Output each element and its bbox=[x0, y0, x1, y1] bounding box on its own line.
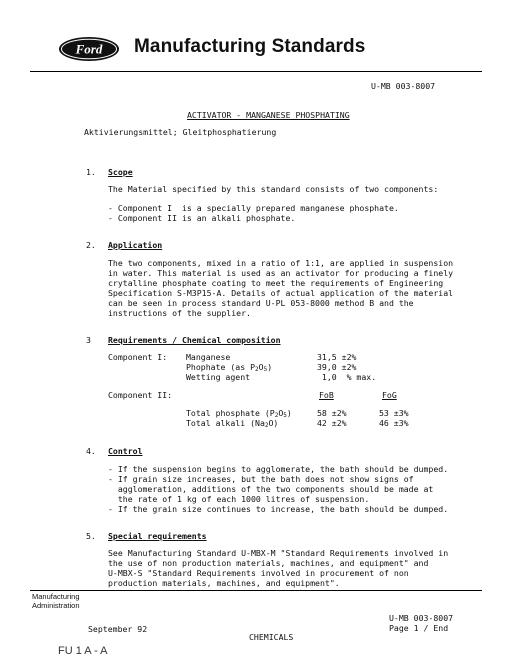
footer-category: CHEMICALS bbox=[249, 632, 294, 642]
footer-department: Manufacturing Administration bbox=[32, 592, 80, 610]
section-2-heading: Application bbox=[108, 240, 163, 250]
column-header-fog: FoG bbox=[382, 390, 397, 400]
doc-number: U-MB 003-8007 bbox=[371, 81, 436, 91]
component-1-name: Wetting agent bbox=[186, 372, 251, 382]
document-title: ACTIVATOR - MANGANESE PHOSPHATING bbox=[187, 110, 350, 120]
section-4-line: - If grain size increases, but the bath does not show signs of bbox=[108, 474, 414, 484]
section-2-line: Specification S-M3P15-A. Details of actual application of the material bbox=[108, 288, 454, 298]
component-2-name: Total phosphate $(P_2O_5)$ bbox=[186, 408, 292, 419]
document-subtitle: Aktivierungsmittel; Gleitphosphatierung bbox=[84, 127, 277, 137]
section-2-line: instructions of the supplier. bbox=[108, 308, 251, 318]
section-5-number: 5. bbox=[86, 531, 96, 541]
component-2-fob-value: 42 ±2% bbox=[317, 418, 347, 428]
section-5-heading: Special requirements bbox=[108, 531, 207, 541]
section-5-line: U-MBX-S "Standard Requirements involved in procurement of non bbox=[108, 568, 409, 578]
section-4-heading: Control bbox=[108, 446, 143, 456]
component-1-name: Manganese bbox=[186, 352, 231, 362]
section-5-line: See Manufacturing Standard U-MBX-M "Standard Requirements involved in bbox=[108, 548, 449, 558]
footer-doc-number: U-MB 003-8007 bbox=[389, 613, 454, 623]
section-2-line: crytalline phosphate coating to meet the requirements of Engineering bbox=[108, 278, 444, 288]
header-divider bbox=[30, 71, 482, 72]
column-header-fob: FoB bbox=[319, 390, 334, 400]
footer-form-code: FU 1 A - A bbox=[58, 645, 108, 657]
section-5-line: production materials, machines, and equipment". bbox=[108, 578, 340, 588]
component-1-value: 31,5 ±2% bbox=[317, 352, 357, 362]
component-1-value: 1,0 % max. bbox=[317, 372, 377, 382]
section-4-line: - If the grain size continues to increase, the bath should be dumped. bbox=[108, 504, 449, 514]
section-1-intro: The Material specified by this standard consists of two components: bbox=[108, 184, 439, 194]
component-2-name: Total alkali $(Na_2O)$ bbox=[186, 418, 279, 429]
footer-page: Page 1 / End bbox=[389, 623, 449, 633]
component-2-fog-value: 46 ±3% bbox=[379, 418, 409, 428]
section-1-heading: Scope bbox=[108, 167, 133, 177]
section-2-line: in water. This material is used as an activator for producing a finely bbox=[108, 268, 454, 278]
section-4-line: - If the suspension begins to agglomerate, the bath should be dumped. bbox=[108, 464, 449, 474]
section-2-number: 2. bbox=[86, 240, 96, 250]
section-4-line: the rate of 1 kg of each 1000 litres of suspension. bbox=[108, 494, 370, 504]
component-1-name: Phophate (as $P_2O_5$) bbox=[186, 362, 273, 373]
section-1-number: 1. bbox=[86, 167, 96, 177]
component-1-value: 39,0 ±2% bbox=[317, 362, 357, 372]
ford-logo bbox=[58, 36, 120, 62]
section-1-item: - Component I is a specially prepared manganese phosphate. bbox=[108, 203, 399, 213]
section-4-line: agglomeration, additions of the two components should be made at bbox=[108, 484, 434, 494]
section-3-heading: Requirements / Chemical composition bbox=[108, 335, 281, 345]
section-2-line: can be seen in process standard U-PL 053-8000 method B and the bbox=[108, 298, 414, 308]
section-5-line: the use of non production materials, machines, and equipment" and bbox=[108, 558, 429, 568]
ford-logo-text: Ford bbox=[75, 41, 103, 57]
section-4-number: 4. bbox=[86, 446, 96, 456]
page-title: Manufacturing Standards bbox=[134, 36, 366, 57]
section-1-item: - Component II is an alkali phosphate. bbox=[108, 213, 296, 223]
component-2-fob-value: 58 ±2% bbox=[317, 408, 347, 418]
footer-date: September 92 bbox=[88, 624, 148, 634]
section-3-number: 3 bbox=[86, 335, 91, 345]
component-1-label: Component I: bbox=[108, 352, 168, 362]
component-2-label: Component II: bbox=[108, 390, 173, 400]
section-2-line: The two components, mixed in a ratio of 1:1, are applied in suspension bbox=[108, 258, 454, 268]
footer-divider bbox=[30, 590, 482, 591]
component-2-fog-value: 53 ±3% bbox=[379, 408, 409, 418]
